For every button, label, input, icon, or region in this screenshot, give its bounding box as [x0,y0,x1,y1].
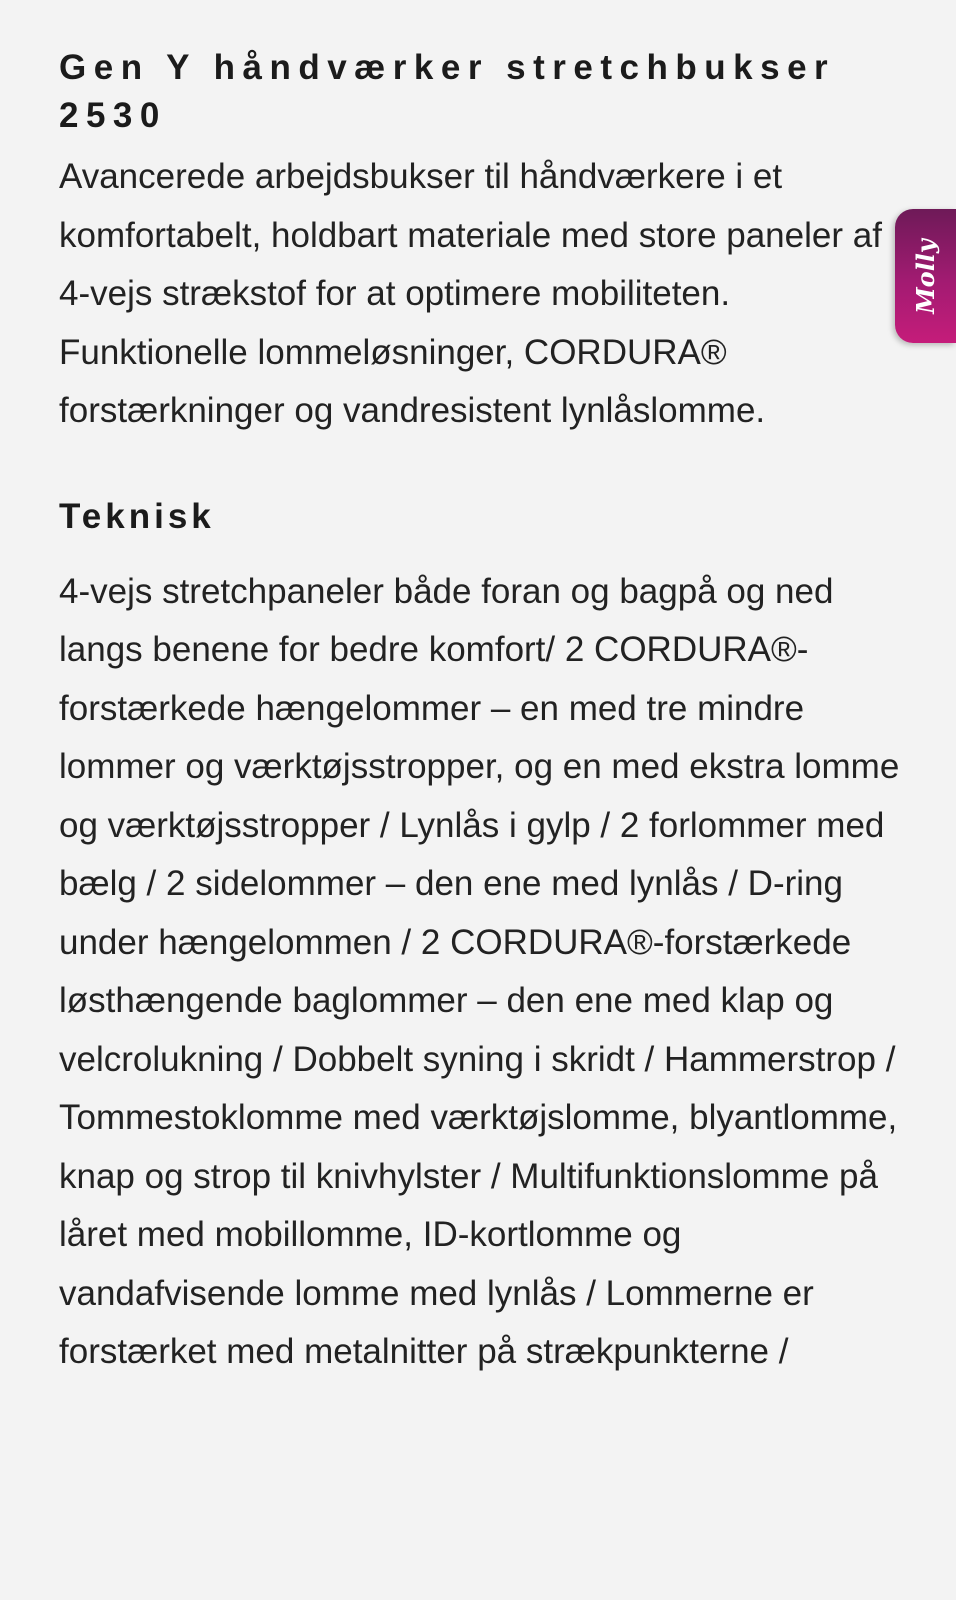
product-info-section [59,44,904,1382]
molly-chat-label: Molly [911,238,941,314]
product-title: Gen Y håndværker stretchbukser 2530 [59,48,836,135]
technical-heading: Teknisk [59,496,215,536]
molly-chat-button[interactable] [895,209,956,343]
product-description: Avancerede arbejdsbukser til håndværkere i et komfortabelt, holdbart materiale med store paneler af 4-vejs strækstof for at optimere mobiliteten. Funktionelle lommeløsninger, CORDURA® forstærkninger og vandresistent lynlåslomme. [59,157,882,430]
technical-description: 4-vejs stretchpaneler både foran og bagpå og ned langs benene for bedre komfort/ 2 CORDURA®-forstærkede hængelommer – en med tre mindre lommer og værktøjsstropper, og en med ekstra lomme og værktøjsstropper / Lynlås i gylp / 2 forlommer med bælg / 2 sidelommer – den ene med lynlås / D-ring under hængelommen / 2 CORDURA®-forstærkede løsthængende baglommer – den ene med klap og velcrolukning / Dobbelt syning i skridt / Hammerstrop / Tommestoklomme med værktøjslomme, blyantlomme, knap og strop til knivhylster / Multifunktionslomme på låret med mobillomme, ID-kortlomme og vandafvisende lomme med lynlås / Lommerne er forstærket med metalnitter på strækpunkterne / [59,571,900,1371]
